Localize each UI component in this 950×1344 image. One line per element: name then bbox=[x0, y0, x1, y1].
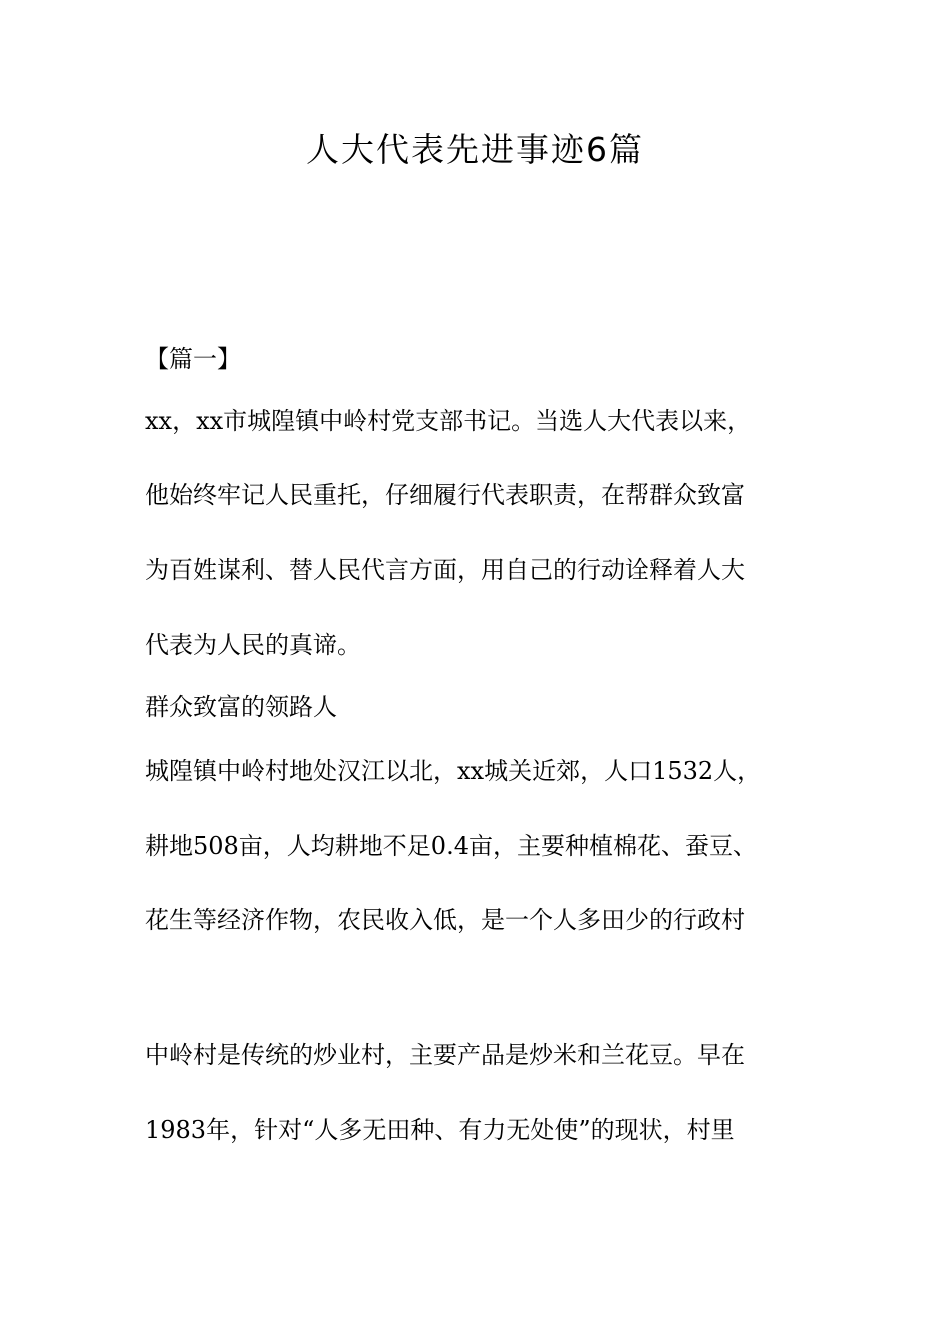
document-title: 人大代表先进事迹6篇 bbox=[306, 130, 644, 169]
paragraph-line: xx，xx市城隍镇中岭村党支部书记。当选人大代表以来， bbox=[145, 407, 752, 435]
subheading: 群众致富的领路人 bbox=[145, 693, 337, 721]
paragraph-line: 1983年，针对“人多无田种、有力无处使”的现状，村里 bbox=[145, 1116, 735, 1144]
paragraph-line: 为百姓谋利、替人民代言方面，用自己的行动诠释着人大 bbox=[145, 556, 745, 584]
paragraph-line: 花生等经济作物，农民收入低，是一个人多田少的行政村 bbox=[145, 906, 745, 934]
paragraph-line: 城隍镇中岭村地处汉江以北，xx城关近郊，人口1532人， bbox=[145, 757, 762, 785]
section-heading: 【篇一】 bbox=[145, 345, 241, 373]
paragraph-line: 中岭村是传统的炒业村，主要产品是炒米和兰花豆。早在 bbox=[145, 1041, 745, 1069]
paragraph-line: 代表为人民的真谛。 bbox=[145, 631, 361, 659]
paragraph-line: 耕地508亩，人均耕地不足0.4亩，主要种植棉花、蚕豆、 bbox=[145, 832, 757, 860]
paragraph-line: 他始终牢记人民重托，仔细履行代表职责，在帮群众致富 bbox=[145, 481, 745, 509]
